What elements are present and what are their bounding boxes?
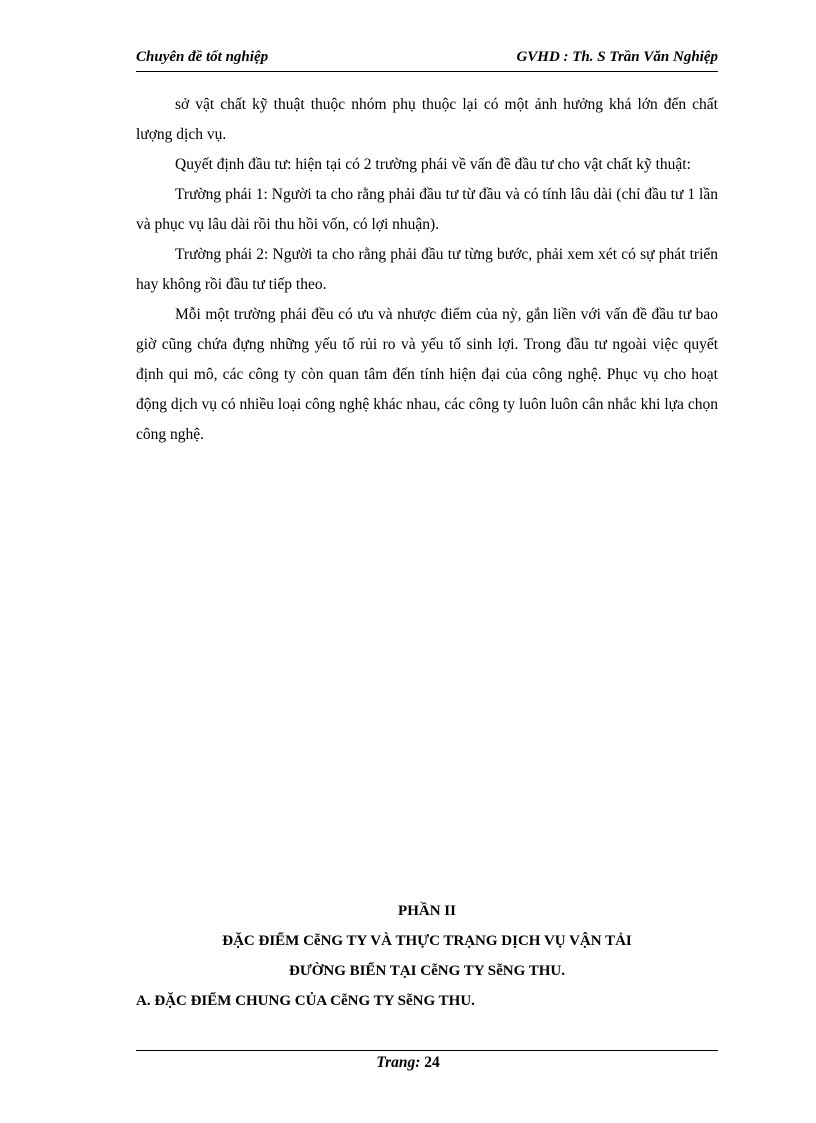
part-heading: PHẦN II	[398, 903, 456, 919]
part-title-line-1: ĐẶC ĐIỂM CễNG TY VÀ THỰC TRẠNG DỊCH VỤ VẬN TẢI	[222, 933, 632, 949]
paragraph-2: Quyết định đầu tư: hiện tại có 2 trường phái về vấn đề đầu tư cho vật chất kỹ thuật:	[175, 156, 691, 173]
paragraph-4: Trường phái 2: Người ta cho rằng phải đầu tư từng bước, phải xem xét có sự phát triển hay không rồi đầu tư tiếp theo.	[136, 246, 718, 293]
page-header	[136, 49, 718, 69]
page-footer	[0, 1054, 816, 1072]
header-advisor: GVHD : Th. S Trần Văn Nghiệp	[516, 49, 718, 65]
section-subheading: A. ĐẶC ĐIỂM CHUNG CỦA CễNG TY SễNG THU.	[136, 993, 475, 1009]
body-text	[136, 90, 718, 450]
header-topic: Chuyên đề tốt nghiệp	[136, 49, 269, 65]
part-title-line-2: ĐƯỜNG BIỂN TẠI CễNG TY SễNG THU.	[288, 963, 565, 979]
footer-divider	[136, 1050, 718, 1051]
header-divider	[136, 71, 718, 72]
page-label: Trang:	[376, 1054, 421, 1071]
paragraph-3: Trường phái 1: Người ta cho rằng phải đầu tư từ đầu và có tính lâu dài (chỉ đầu tư 1 lần và phục vụ lâu dài rồi thu hồi vốn, có lợi nhuận).	[136, 186, 718, 233]
paragraph-5: Mỗi một trường phái đều có ưu và nhược điểm của nỳ, gắn liền với vấn đề đầu tư bao giờ cũng chứa đựng những yếu tố rủi ro và yếu tố sinh lợi. Trong đầu tư ngoài việc quyết định qui mô, các công ty còn quan tâm đến tính hiện đại của công nghệ. Phục vụ cho hoạt động dịch vụ có nhiều loại công nghệ khác nhau, các công ty luôn luôn cân nhắc khi lựa chọn công nghệ.	[136, 306, 718, 443]
paragraph-1: sở vật chất kỹ thuật thuộc nhóm phụ thuộc lại có một ảnh hưởng khá lớn đến chất lượng dịch vụ.	[136, 96, 718, 143]
page-number: 24	[424, 1054, 440, 1071]
